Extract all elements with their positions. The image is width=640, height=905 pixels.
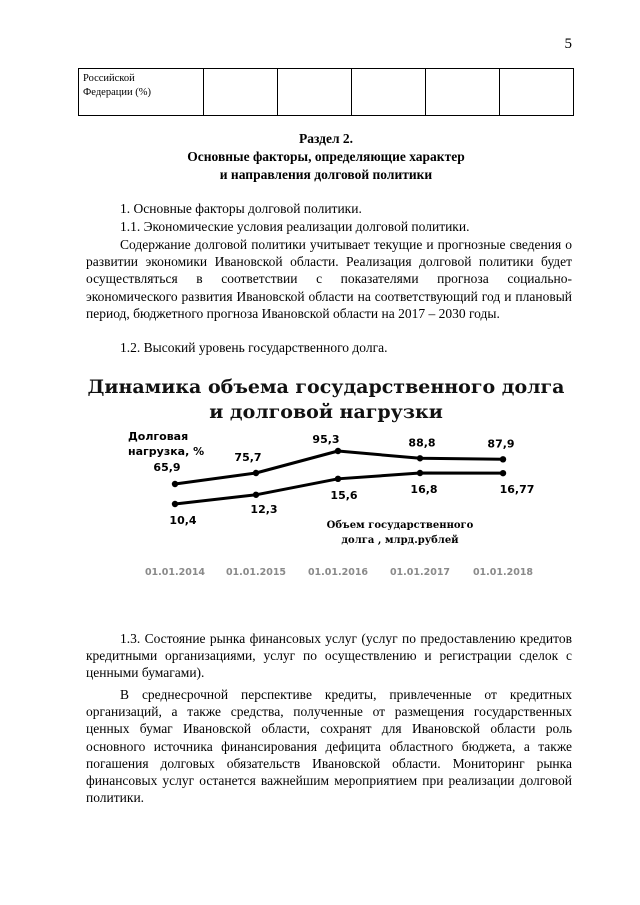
- paragraph-6: [86, 686, 572, 806]
- series-label: нагрузка, %: [128, 445, 205, 458]
- paragraph-text: В среднесрочной перспективе кредиты, привлеченные от кредитных организаций, а также средства, полученные от размещения государственных ценных бумаг Ивановской области, сохранят для Ивановской области роль основного источника финансирования дефицита областного бюджета, а также погашения долговых обязательств Ивановской области. Мониторинг рынка финансовых услуг останется важнейшим мероприятием при реализации долговой политики.: [86, 687, 572, 806]
- chart-title-line: Динамика объема государственного долга: [87, 376, 565, 398]
- paragraph-text: 1.3. Состояние рынка финансовых услуг (услуг по предоставлению кредитов кредитными организациями, услуг по осуществлению и регистрации сделок с ценными бумагами).: [86, 631, 572, 681]
- data-label: 75,7: [234, 451, 262, 464]
- series-label: Долговая: [128, 430, 189, 443]
- data-point: [253, 470, 259, 476]
- data-label: 88,8: [408, 436, 436, 450]
- data-label: 10,4: [169, 514, 197, 527]
- data-label: 16,77: [499, 483, 535, 497]
- series-label: долга , млрд.рублей: [341, 535, 459, 546]
- data-label: 16,8: [410, 483, 438, 496]
- data-point: [335, 448, 341, 454]
- data-point: [500, 470, 506, 476]
- section-subtitle: Основные факторы, определяющие характер: [187, 149, 465, 164]
- data-point: [335, 476, 341, 482]
- data-point: [172, 501, 178, 507]
- chart-title-line: и долговой нагрузки: [209, 401, 443, 423]
- data-label: 12,3: [250, 502, 278, 516]
- data-point: [253, 492, 259, 498]
- paragraph-text: 1.1. Экономические условия реализации долговой политики.: [120, 219, 470, 234]
- table-cell-label-line: Федерации (%): [83, 87, 151, 98]
- paragraph-5: [86, 630, 572, 682]
- paragraph-text: Содержание долговой политики учитывает текущие и прогнозные сведения о развитии экономики Ивановской области. Реализация долговой политики будет осуществляться в соответствии с показателями прогноза социально-экономического развития Ивановской области на соответствующий год и плановый период, бюджетного прогноза Ивановской области на 2017 – 2030 годы.: [86, 237, 572, 321]
- data-point: [417, 455, 423, 461]
- paragraph-text: 1. Основные факторы долговой политики.: [120, 201, 362, 216]
- data-point: [417, 470, 423, 476]
- page-number: 5: [564, 36, 572, 52]
- data-label: 65,9: [153, 461, 181, 474]
- data-point: [172, 481, 178, 487]
- x-tick-label: 01.01.2014: [144, 567, 206, 578]
- x-tick-label: 01.01.2015: [225, 567, 287, 578]
- x-tick-label: 01.01.2017: [389, 567, 451, 578]
- data-label: 87,9: [487, 437, 515, 451]
- table-cell-label-line: Российской: [83, 73, 135, 84]
- section-subtitle: и направления долговой политики: [219, 167, 433, 182]
- data-label: 95,3: [312, 433, 340, 446]
- x-tick-label: 01.01.2018: [472, 567, 534, 578]
- data-point: [500, 456, 506, 462]
- series-label: Объем государственного: [326, 520, 474, 531]
- section-title: Раздел 2.: [298, 131, 354, 146]
- data-label: 15,6: [330, 488, 358, 502]
- paragraph-text: 1.2. Высокий уровень государственного долга.: [120, 340, 388, 355]
- x-tick-label: 01.01.2016: [307, 567, 369, 578]
